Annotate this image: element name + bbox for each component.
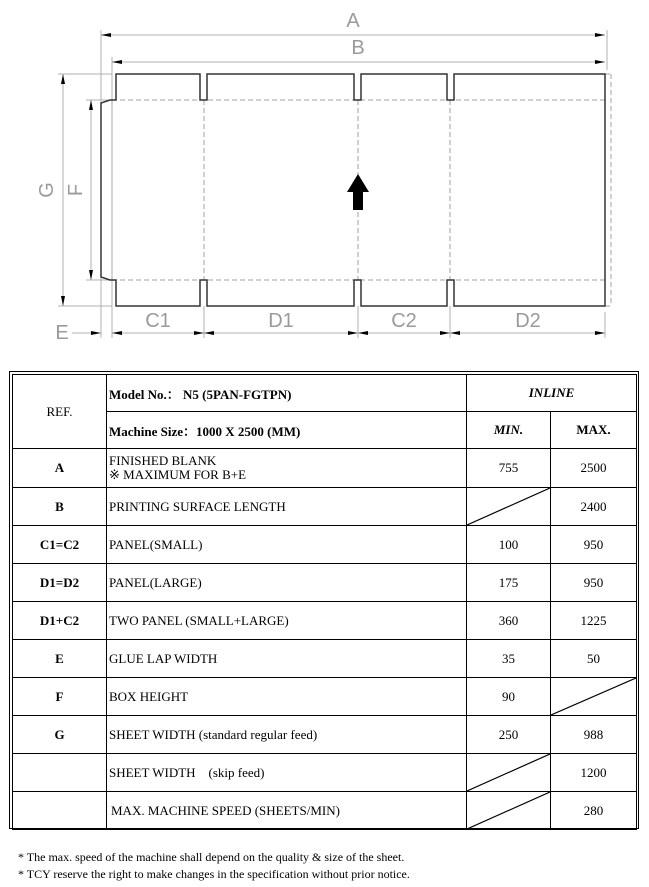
row-desc-line2: ※ MAXIMUM FOR B+E — [109, 467, 247, 482]
row-desc: PANEL(SMALL) — [107, 526, 467, 564]
table-row — [13, 526, 637, 564]
row-ref: F — [13, 678, 107, 716]
row-desc: TWO PANEL (SMALL+LARGE) — [107, 602, 467, 640]
row-max: 50 — [551, 640, 637, 678]
dim-label-d1: D1 — [268, 310, 294, 332]
dimension-lines — [63, 35, 605, 333]
dim-label-f: F — [65, 183, 87, 197]
row-min: 175 — [467, 564, 551, 602]
row-min: 250 — [467, 716, 551, 754]
row-max: 1225 — [551, 602, 637, 640]
spec-table — [12, 374, 637, 830]
dim-label-c2: C2 — [391, 310, 417, 332]
row-ref: G — [13, 716, 107, 754]
row-desc: MAX. MACHINE SPEED (SHEETS/MIN) — [107, 792, 467, 830]
table-row — [13, 449, 637, 488]
dim-label-a: A — [346, 10, 360, 32]
row-max: 2400 — [551, 488, 637, 526]
row-max-not-applicable — [551, 678, 637, 716]
box-blank-diagram — [0, 0, 649, 360]
footnotes — [18, 849, 410, 883]
max-header: MAX. — [551, 412, 637, 449]
row-max: 950 — [551, 564, 637, 602]
diagonal-slash-icon — [467, 488, 550, 525]
dim-label-c1: C1 — [145, 310, 171, 332]
row-ref: B — [13, 488, 107, 526]
row-ref: C1=C2 — [13, 526, 107, 564]
table-row — [13, 678, 637, 716]
row-min: 35 — [467, 640, 551, 678]
row-min-not-applicable — [467, 792, 551, 830]
row-desc — [107, 449, 467, 488]
dim-label-e: E — [55, 322, 69, 344]
row-min: 755 — [467, 449, 551, 488]
row-min: 360 — [467, 602, 551, 640]
row-max: 1200 — [551, 754, 637, 792]
inline-header: INLINE — [467, 375, 637, 412]
row-ref: A — [13, 449, 107, 488]
row-max: 950 — [551, 526, 637, 564]
row-ref: D1=D2 — [13, 564, 107, 602]
dim-label-d2: D2 — [515, 310, 541, 332]
spec-table-frame — [9, 371, 639, 829]
diagonal-slash-icon — [467, 754, 550, 791]
row-desc: BOX HEIGHT — [107, 678, 467, 716]
row-min-not-applicable — [467, 754, 551, 792]
header-row-1 — [13, 375, 637, 412]
diagonal-slash-icon — [467, 792, 550, 829]
row-desc: PANEL(LARGE) — [107, 564, 467, 602]
row-max: 280 — [551, 792, 637, 830]
table-row — [13, 792, 637, 830]
table-row — [13, 716, 637, 754]
table-row — [13, 488, 637, 526]
footnote: * The max. speed of the machine shall depend on the quality & size of the sheet. — [18, 850, 405, 864]
ref-header: REF. — [13, 375, 107, 449]
dim-label-g: G — [36, 182, 58, 198]
min-header: MIN. — [467, 412, 551, 449]
table-row — [13, 602, 637, 640]
table-row — [13, 564, 637, 602]
row-ref: E — [13, 640, 107, 678]
table-row — [13, 754, 637, 792]
machine-size: Machine Size：1000 X 2500 (MM) — [107, 412, 467, 449]
row-ref — [13, 754, 107, 792]
row-desc-line1: FINISHED BLANK — [109, 453, 217, 468]
footnote: * TCY reserve the right to make changes in the specification without prior notice. — [18, 867, 410, 881]
row-min: 90 — [467, 678, 551, 716]
feed-direction-arrow-icon — [347, 174, 369, 210]
model-number: Model No.： N5 (5PAN-FGTPN) — [107, 375, 467, 412]
row-min-not-applicable — [467, 488, 551, 526]
row-desc: SHEET WIDTH (skip feed) — [107, 754, 467, 792]
header-row-2 — [13, 412, 637, 449]
row-min: 100 — [467, 526, 551, 564]
row-max: 2500 — [551, 449, 637, 488]
diagonal-slash-icon — [551, 678, 636, 715]
table-row — [13, 640, 637, 678]
row-ref: D1+C2 — [13, 602, 107, 640]
extension-lines — [58, 30, 607, 338]
row-ref — [13, 792, 107, 830]
row-max: 988 — [551, 716, 637, 754]
row-desc: PRINTING SURFACE LENGTH — [107, 488, 467, 526]
row-desc: GLUE LAP WIDTH — [107, 640, 467, 678]
dim-label-b: B — [351, 37, 365, 59]
row-desc: SHEET WIDTH (standard regular feed) — [107, 716, 467, 754]
